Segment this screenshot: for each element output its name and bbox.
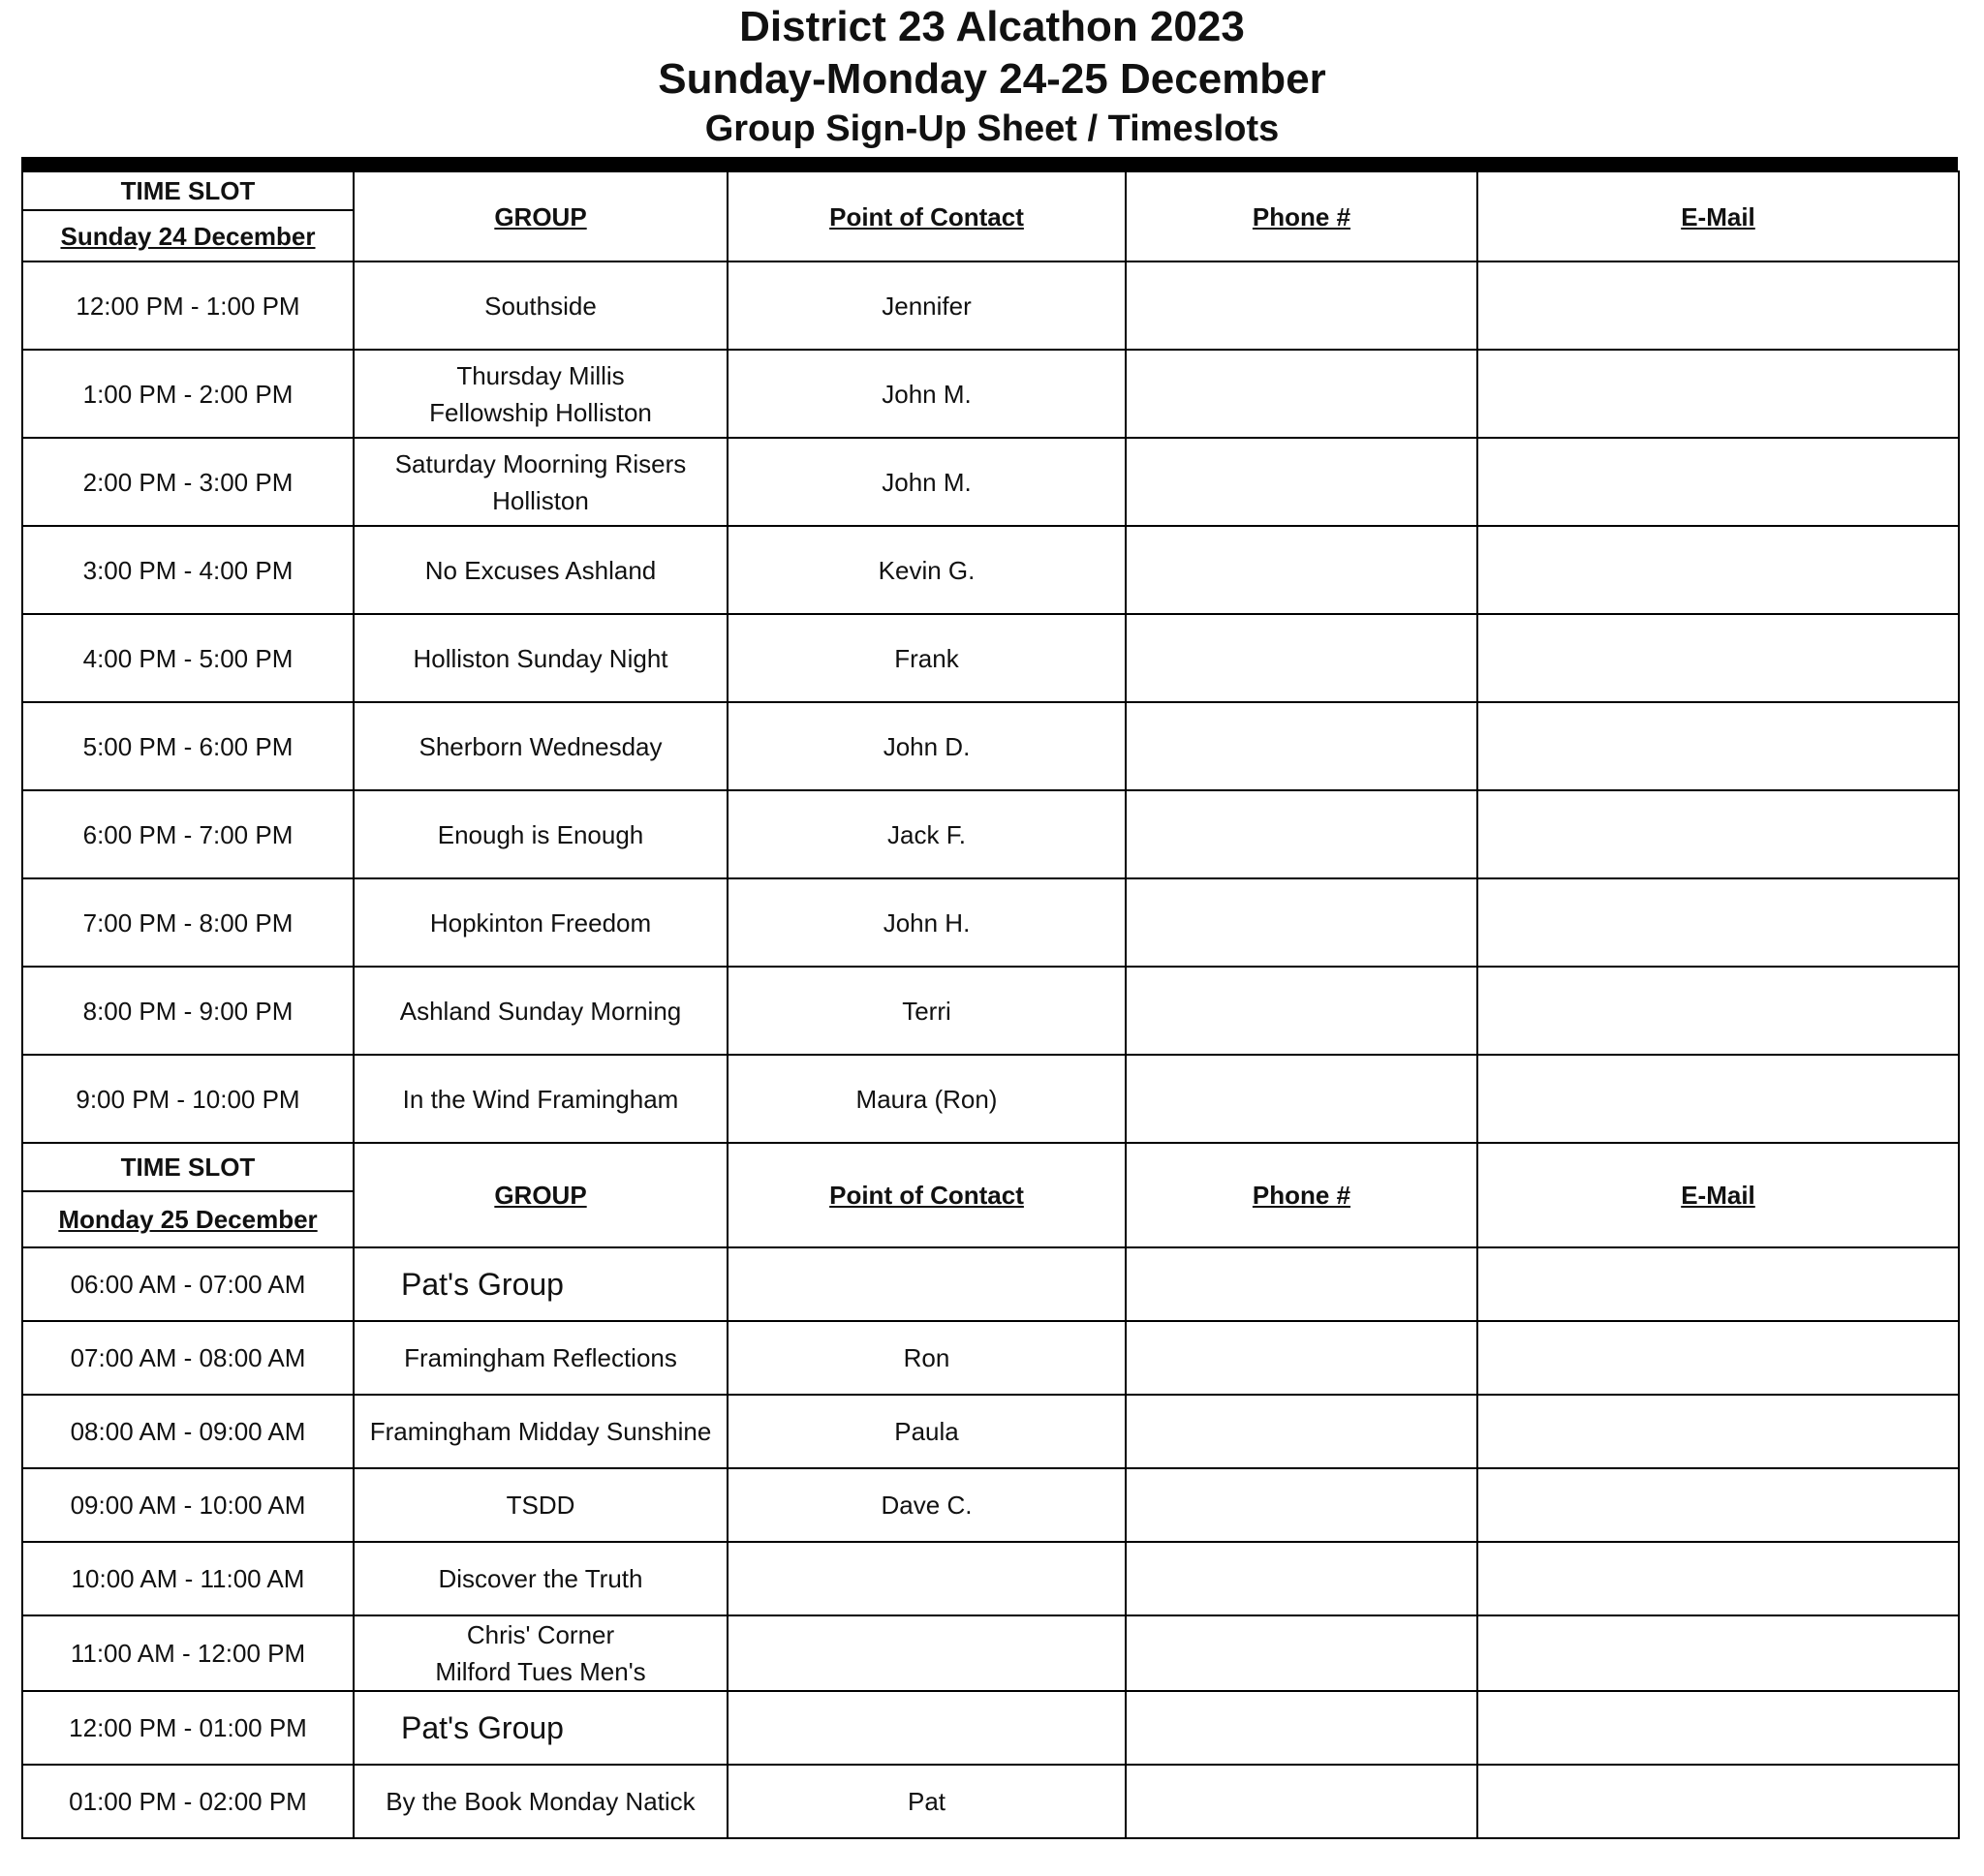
group-name: Saturday Moorning Risers <box>394 448 687 478</box>
group-cell <box>354 261 728 350</box>
phone-cell <box>1126 1247 1477 1321</box>
email-cell <box>1477 438 1959 526</box>
table-row <box>22 1615 1959 1691</box>
group-cell <box>354 1395 728 1468</box>
email-cell <box>1477 1468 1959 1542</box>
phone-cell <box>1126 614 1477 702</box>
table-row <box>22 1542 1959 1615</box>
table-row <box>22 350 1959 438</box>
group-header: GROUP <box>354 1143 728 1247</box>
group-cell <box>354 526 728 614</box>
group-name-line-2: Fellowship Holliston <box>429 397 652 427</box>
table-row <box>22 1468 1959 1542</box>
email-cell <box>1477 1321 1959 1395</box>
header-rule <box>21 157 1958 170</box>
monday-header-row <box>22 1143 1959 1191</box>
email-cell <box>1477 967 1959 1055</box>
group-cell <box>354 1247 728 1321</box>
contact-cell: Jennifer <box>728 261 1126 350</box>
time-slot-cell: 01:00 PM - 02:00 PM <box>22 1765 354 1838</box>
contact-cell: Ron <box>728 1321 1126 1395</box>
group-name: Holliston Sunday Night <box>413 643 668 673</box>
contact-cell: Paula <box>728 1395 1126 1468</box>
group-cell <box>354 1765 728 1838</box>
email-cell <box>1477 1765 1959 1838</box>
group-name: Pat's Group <box>401 1710 564 1745</box>
time-slot-cell: 9:00 PM - 10:00 PM <box>22 1055 354 1143</box>
monday-day-label: Monday 25 December <box>22 1191 354 1247</box>
group-name: By the Book Monday Natick <box>386 1787 696 1816</box>
sunday-day-label: Sunday 24 December <box>22 210 354 261</box>
group-name: TSDD <box>506 1491 575 1520</box>
email-cell <box>1477 790 1959 878</box>
phone-header: Phone # <box>1126 1143 1477 1247</box>
time-slot-cell: 3:00 PM - 4:00 PM <box>22 526 354 614</box>
email-cell <box>1477 1615 1959 1691</box>
table-row <box>22 702 1959 790</box>
group-name: Ashland Sunday Morning <box>399 996 682 1026</box>
group-name: Southside <box>484 291 597 321</box>
time-slot-cell: 1:00 PM - 2:00 PM <box>22 350 354 438</box>
email-cell <box>1477 1542 1959 1615</box>
phone-cell <box>1126 1615 1477 1691</box>
group-name-line-2: Holliston <box>492 485 589 515</box>
time-slot-cell: 4:00 PM - 5:00 PM <box>22 614 354 702</box>
time-slot-cell: 12:00 PM - 1:00 PM <box>22 261 354 350</box>
phone-cell <box>1126 1468 1477 1542</box>
contact-cell: Pat <box>728 1765 1126 1838</box>
group-cell <box>354 614 728 702</box>
email-cell <box>1477 1247 1959 1321</box>
phone-cell <box>1126 1691 1477 1765</box>
group-name: Pat's Group <box>401 1267 564 1302</box>
phone-cell <box>1126 1321 1477 1395</box>
email-cell <box>1477 1395 1959 1468</box>
phone-cell <box>1126 261 1477 350</box>
table-row <box>22 1395 1959 1468</box>
table-row <box>22 1247 1959 1321</box>
group-cell <box>354 1055 728 1143</box>
email-cell <box>1477 878 1959 967</box>
title-line-1: District 23 Alcathon 2023 <box>739 3 1245 50</box>
phone-cell <box>1126 1055 1477 1143</box>
time-slot-cell: 5:00 PM - 6:00 PM <box>22 702 354 790</box>
phone-cell <box>1126 967 1477 1055</box>
table-row <box>22 261 1959 350</box>
time-slot-cell: 8:00 PM - 9:00 PM <box>22 967 354 1055</box>
time-slot-cell: 12:00 PM - 01:00 PM <box>22 1691 354 1765</box>
time-slot-cell: 2:00 PM - 3:00 PM <box>22 438 354 526</box>
phone-cell <box>1126 438 1477 526</box>
phone-cell <box>1126 1395 1477 1468</box>
sunday-header-row <box>22 171 1959 210</box>
contact-cell <box>728 1691 1126 1765</box>
table-row <box>22 1691 1959 1765</box>
group-name: Framingham Midday Sunshine <box>369 1417 712 1446</box>
email-header: E-Mail <box>1477 171 1959 261</box>
table-row <box>22 1321 1959 1395</box>
table-row <box>22 790 1959 878</box>
title-line-2: Sunday-Monday 24-25 December <box>658 55 1326 103</box>
group-name: Discover the Truth <box>438 1564 643 1593</box>
group-name-line-2: Milford Tues Men's <box>435 1657 646 1686</box>
phone-cell <box>1126 702 1477 790</box>
email-cell <box>1477 702 1959 790</box>
group-name: Thursday Millis <box>456 360 625 390</box>
group-cell <box>354 702 728 790</box>
contact-cell: John D. <box>728 702 1126 790</box>
phone-cell <box>1126 526 1477 614</box>
contact-cell: Kevin G. <box>728 526 1126 614</box>
contact-cell <box>728 1542 1126 1615</box>
contact-cell: Dave C. <box>728 1468 1126 1542</box>
table-row <box>22 614 1959 702</box>
phone-header: Phone # <box>1126 171 1477 261</box>
group-cell <box>354 350 728 438</box>
time-slot-header: TIME SLOT <box>22 1143 354 1191</box>
contact-cell: Frank <box>728 614 1126 702</box>
group-name: Sherborn Wednesday <box>418 731 663 761</box>
contact-header: Point of Contact <box>728 1143 1126 1247</box>
group-name: Enough is Enough <box>437 819 644 849</box>
email-header: E-Mail <box>1477 1143 1959 1247</box>
group-name: Hopkinton Freedom <box>429 907 652 938</box>
time-slot-cell: 11:00 AM - 12:00 PM <box>22 1615 354 1691</box>
signup-table <box>21 170 1960 1839</box>
title-line-3: Group Sign-Up Sheet / Timeslots <box>704 108 1280 149</box>
contact-cell: Jack F. <box>728 790 1126 878</box>
phone-cell <box>1126 878 1477 967</box>
time-slot-cell: 06:00 AM - 07:00 AM <box>22 1247 354 1321</box>
table-row <box>22 1765 1959 1838</box>
time-slot-cell: 07:00 AM - 08:00 AM <box>22 1321 354 1395</box>
phone-cell <box>1126 1542 1477 1615</box>
phone-cell <box>1126 790 1477 878</box>
phone-cell <box>1126 350 1477 438</box>
group-cell <box>354 878 728 967</box>
time-slot-cell: 7:00 PM - 8:00 PM <box>22 878 354 967</box>
email-cell <box>1477 1055 1959 1143</box>
group-name: In the Wind Framingham <box>402 1084 679 1114</box>
table-row <box>22 438 1959 526</box>
group-cell <box>354 1615 728 1691</box>
time-slot-cell: 09:00 AM - 10:00 AM <box>22 1468 354 1542</box>
phone-cell <box>1126 1765 1477 1838</box>
table-row <box>22 878 1959 967</box>
contact-cell: Maura (Ron) <box>728 1055 1126 1143</box>
time-slot-cell: 08:00 AM - 09:00 AM <box>22 1395 354 1468</box>
group-name: Chris' Corner <box>466 1620 615 1649</box>
time-slot-cell: 10:00 AM - 11:00 AM <box>22 1542 354 1615</box>
contact-cell: John M. <box>728 350 1126 438</box>
table-row <box>22 526 1959 614</box>
email-cell <box>1477 614 1959 702</box>
email-cell <box>1477 1691 1959 1765</box>
group-name: No Excuses Ashland <box>424 555 657 585</box>
group-cell <box>354 790 728 878</box>
group-name: Framingham Reflections <box>404 1343 677 1372</box>
contact-cell: Terri <box>728 967 1126 1055</box>
contact-cell: John M. <box>728 438 1126 526</box>
contact-header: Point of Contact <box>728 171 1126 261</box>
time-slot-header: TIME SLOT <box>22 171 354 210</box>
contact-cell <box>728 1247 1126 1321</box>
contact-cell: John H. <box>728 878 1126 967</box>
group-cell <box>354 1321 728 1395</box>
table-row <box>22 967 1959 1055</box>
table-row <box>22 1055 1959 1143</box>
time-slot-cell: 6:00 PM - 7:00 PM <box>22 790 354 878</box>
group-cell <box>354 1542 728 1615</box>
email-cell <box>1477 526 1959 614</box>
contact-cell <box>728 1615 1126 1691</box>
group-cell <box>354 1468 728 1542</box>
group-cell <box>354 967 728 1055</box>
group-header: GROUP <box>354 171 728 261</box>
email-cell <box>1477 261 1959 350</box>
email-cell <box>1477 350 1959 438</box>
group-cell <box>354 438 728 526</box>
group-cell <box>354 1691 728 1765</box>
